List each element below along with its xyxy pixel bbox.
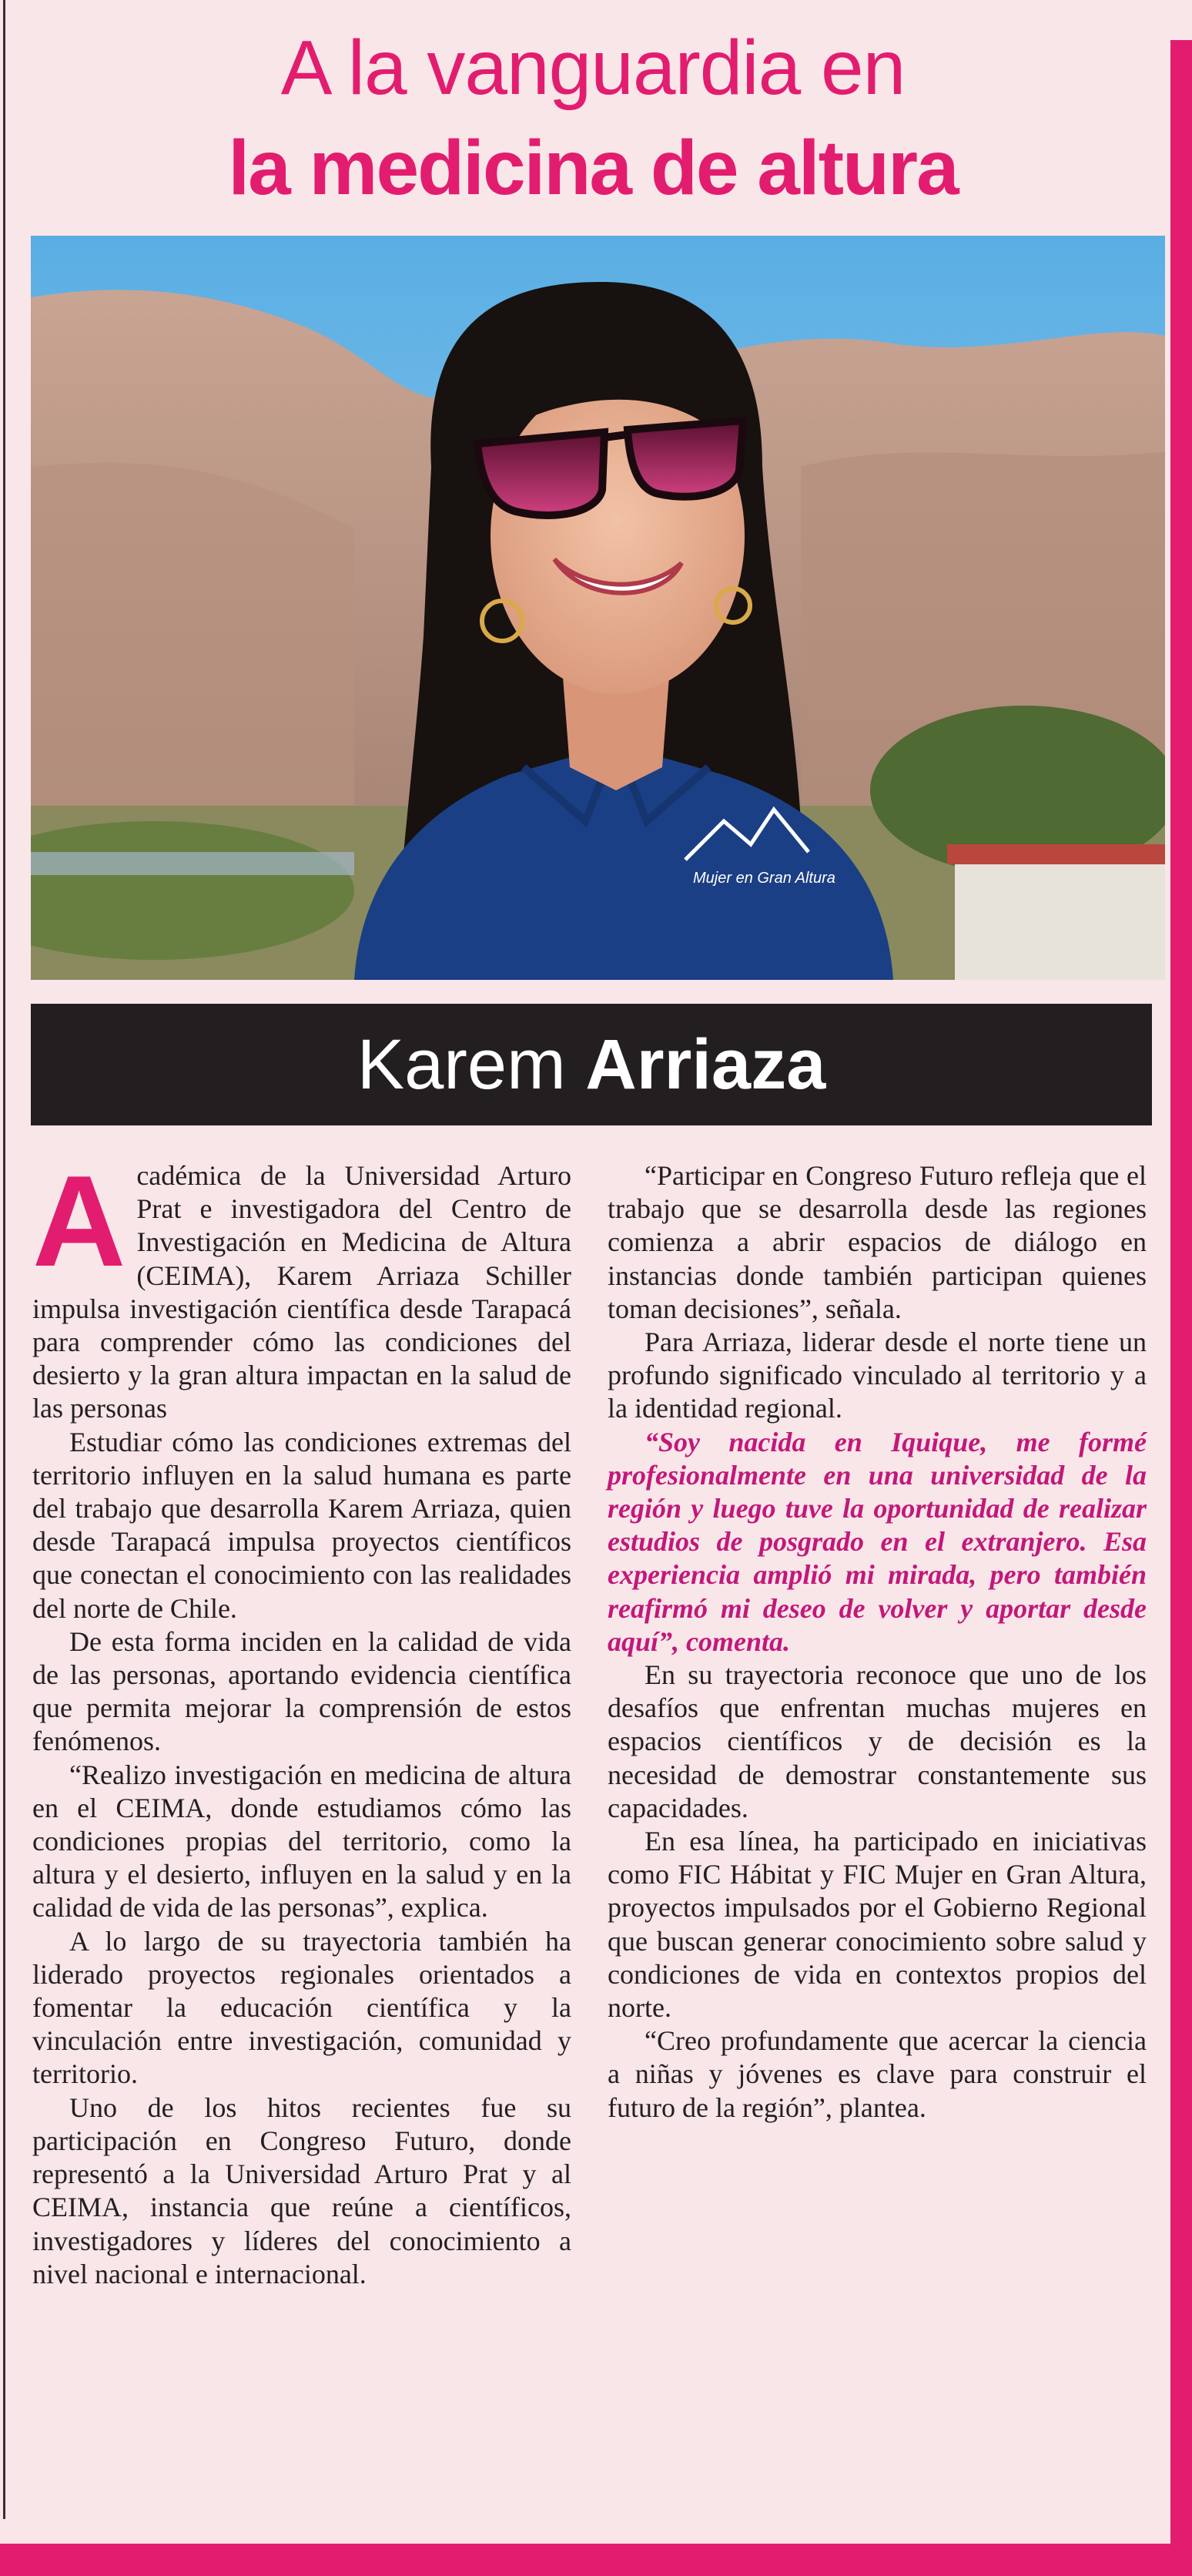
name-first: Karem xyxy=(357,1025,566,1104)
paragraph-6: “Participar en Congreso Futuro refleja que el trabajo que se desarrolla desde las regiones comienza a abrir espacios de diálogo en instancias donde también participan quienes toman decisiones”, señala. xyxy=(608,1160,1147,1324)
bottom-accent-bar xyxy=(0,2544,1192,2576)
name-last: Arriaza xyxy=(585,1025,826,1104)
drop-cap: A xyxy=(32,1149,126,1293)
paragraph-4: A lo largo de su trayectoria también ha liderado proyectos regionales orientados a fomentar la educación científica y la vinculación entre investigación, comunidad y territorio. xyxy=(32,1925,571,2090)
paragraph-3: “Realizo investigación en medicina de altura en el CEIMA, donde estudiamos cómo las condiciones propias del territorio, como la altura y el desierto, influyen en la salud y en la calidad de vida de las personas”, explica. xyxy=(32,1759,571,1924)
paragraph-2: De esta forma inciden en la calidad de vida de las personas, aportando evidencia científica que permita mejorar la comprensión de estos fenómenos. xyxy=(32,1625,571,1757)
headline-line-2: la medicina de altura xyxy=(228,125,958,211)
paragraph-10: “Creo profundamente que acercar la ciencia a niñas y jóvenes es clave para construir el futuro de la región”, plantea. xyxy=(608,2025,1147,2123)
headline-line-1: A la vanguardia en xyxy=(280,25,906,111)
name-banner xyxy=(31,1004,1152,1125)
highlighted-quote: “Soy nacida en Iquique, me formé profesionalmente en una universidad de la región y luego tuve la oportunidad de realizar estudios de posgrado en el extranjero. Esa experiencia amplió mi mirada, pero también reafirmó mi deseo de volver y aportar desde aquí”, comenta. xyxy=(608,1426,1147,1657)
house xyxy=(955,860,1165,980)
article-column-left xyxy=(32,1149,571,2291)
portrait-photo xyxy=(31,236,1165,980)
paragraph-5: Uno de los hitos recientes fue su participación en Congreso Futuro, donde representó a la Universidad Arturo Prat y al CEIMA, instancia que reúne a científicos, investigadores y líderes del conocimiento a nivel nacional e internacional. xyxy=(32,2091,571,2289)
paragraph-9: En esa línea, ha participado en iniciativas como FIC Hábitat y FIC Mujer en Gran Altura, proyectos impulsados por el Gobierno Regional que buscan generar conocimiento sobre salud y condiciones de vida en contextos propios del norte. xyxy=(608,1826,1147,2024)
paragraph-7: Para Arriaza, liderar desde el norte tiene un profundo significado vinculado al territorio y a la identidad regional. xyxy=(608,1327,1147,1424)
paragraph-1: Estudiar cómo las condiciones extremas del territorio influyen en la salud humana es parte del trabajo que desarrolla Karem Arriaza, quien desde Tarapacá impulsa proyectos científicos que conectan el conocimiento con las realidades del norte de Chile. xyxy=(32,1426,571,1624)
lead-paragraph: Académica de la Universidad Arturo Prat e investigadora del Centro de Investigación en Medicina de Altura (CEIMA), Karem Arriaza Schiller impulsa investigación científica desde Tarapacá para comprender cómo las condiciones del desierto y la gran altura impactan en la salud de las personas xyxy=(32,1149,571,1424)
paragraph-8: En su trayectoria reconoce que uno de los desafíos que enfrentan muchas mujeres en espacios científicos y de decisión es la necesidad de demostrar constantemente sus capacidades. xyxy=(608,1659,1147,1823)
article-column-right xyxy=(608,1159,1147,2125)
svg-text:Mujer en Gran Altura: Mujer en Gran Altura xyxy=(693,870,835,887)
right-accent-bar xyxy=(1170,40,1192,2551)
left-rule xyxy=(3,0,5,2519)
